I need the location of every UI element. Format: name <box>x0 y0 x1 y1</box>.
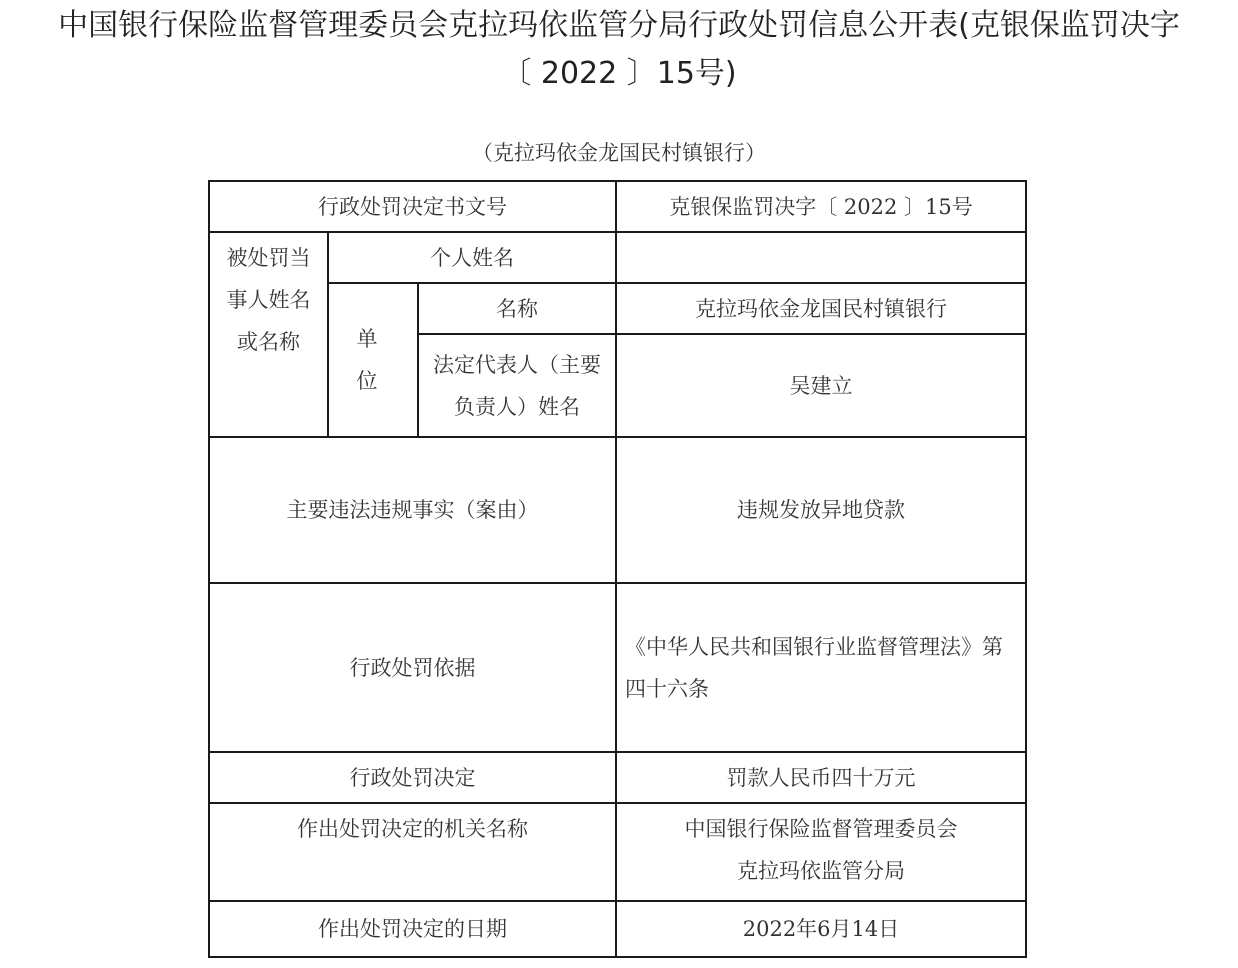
person-name-label: 个人姓名 <box>328 232 616 283</box>
table-row-date <box>209 901 1026 957</box>
table-row-unit-name <box>209 283 1026 334</box>
authority-value-line1: 中国银行保险监督管理委员会 <box>684 817 958 841</box>
date-value: 2022年6月14日 <box>616 901 1026 957</box>
table-row-decision-no <box>209 181 1026 232</box>
party-label: 被处罚当事人姓名或名称 <box>209 232 328 437</box>
legal-rep-label: 法定代表人（主要负责人）姓名 <box>418 334 616 437</box>
table-row-basis <box>209 583 1026 752</box>
basis-label: 行政处罚依据 <box>209 583 616 752</box>
authority-value-line2: 克拉玛依监管分局 <box>737 859 905 883</box>
penalty-info-table <box>208 180 1027 958</box>
unit-name-label: 名称 <box>418 283 616 334</box>
decision-no-label: 行政处罚决定书文号 <box>209 181 616 232</box>
page-title-line1: 中国银行保险监督管理委员会克拉玛依监管分局行政处罚信息公开表(克银保监罚决字 <box>58 8 1180 43</box>
table-row-decision <box>209 752 1026 803</box>
page-title <box>0 2 1238 98</box>
table-row-authority <box>209 803 1026 901</box>
date-label: 作出处罚决定的日期 <box>209 901 616 957</box>
decision-no-value: 克银保监罚决字〔 2022 〕15号 <box>616 181 1026 232</box>
legal-rep-value: 吴建立 <box>616 334 1026 437</box>
table-row-facts <box>209 437 1026 583</box>
facts-label: 主要违法违规事实（案由） <box>209 437 616 583</box>
table-row-person-name <box>209 232 1026 283</box>
decision-label: 行政处罚决定 <box>209 752 616 803</box>
unit-name-value: 克拉玛依金龙国民村镇银行 <box>616 283 1026 334</box>
subtitle-bank-name: （克拉玛依金龙国民村镇银行） <box>472 141 766 165</box>
page-title-line2: 〔 2022 〕15号) <box>501 56 737 91</box>
facts-value: 违规发放异地贷款 <box>616 437 1026 583</box>
person-name-value <box>616 232 1026 283</box>
authority-value <box>616 803 1026 901</box>
unit-label: 单 位 <box>328 283 418 437</box>
basis-value: 《中华人民共和国银行业监督管理法》第四十六条 <box>616 583 1026 752</box>
decision-value: 罚款人民币四十万元 <box>616 752 1026 803</box>
authority-label: 作出处罚决定的机关名称 <box>209 803 616 901</box>
